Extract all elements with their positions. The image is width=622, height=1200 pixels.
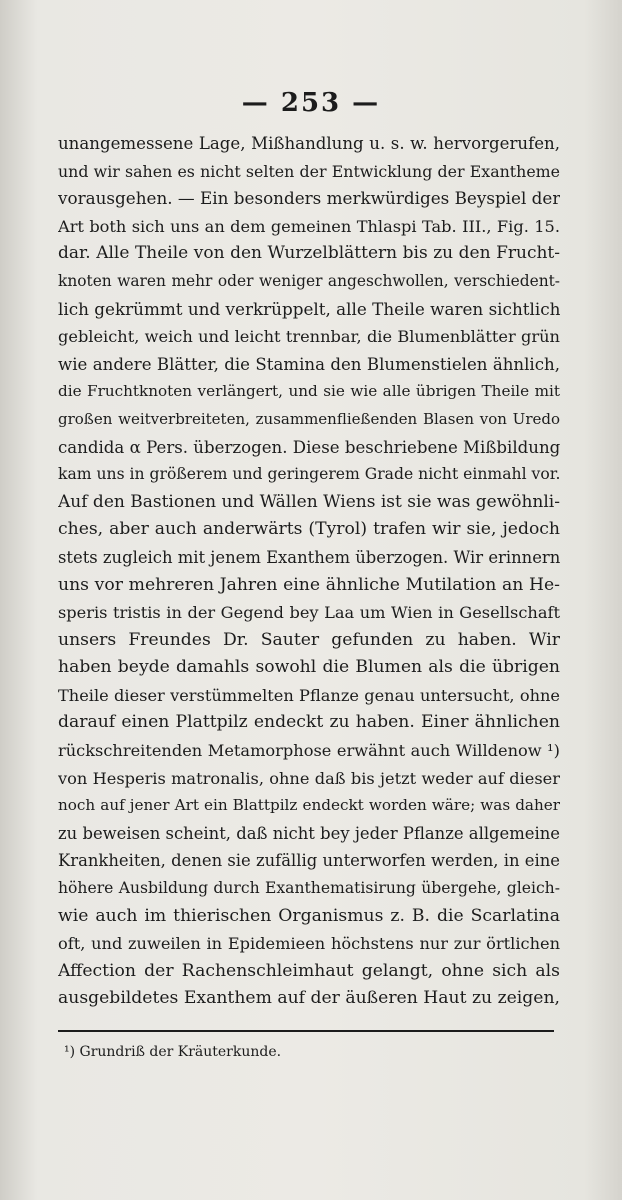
text-line: vorausgehen. — Ein besonders merkwürdiges Beyspiel der [58, 188, 560, 209]
text-line: höhere Ausbildung durch Exanthematisirung übergehe, gleich- [58, 879, 560, 898]
text-line: wie auch im thierischen Organismus z. B. die Scarlatina [58, 905, 560, 926]
footnote-rule [58, 1030, 554, 1032]
text-line: haben beyde damahls sowohl die Blumen als die übrigen [58, 657, 560, 678]
text-line: großen weitverbreiteten, zusammenfließenden Blasen von Uredo [58, 409, 560, 428]
page-number: — 253 — [241, 88, 381, 118]
text-line: gebleicht, weich und leicht trennbar, die Blumenblätter grün [58, 327, 560, 347]
text-line: Theile dieser verstümmelten Pflanze genau untersucht, ohne [58, 685, 560, 705]
text-line: Affection der Rachenschleimhaut gelangt, ohne sich als [58, 960, 560, 981]
text-line: Auf den Bastionen und Wällen Wiens ist sie was gewöhnli- [58, 491, 560, 512]
text-line: darauf einen Plattpilz endeckt zu haben. Einer ähnlichen [58, 712, 560, 733]
text-line: candida α Pers. überzogen. Diese beschriebene Mißbildung [58, 437, 560, 457]
text-line: von Hesperis matronalis, ohne daß bis jetzt weder auf dieser [58, 768, 560, 788]
text-line: ches, aber auch anderwärts (Tyrol) trafen wir sie, jedoch [58, 519, 560, 540]
text-line: rückschreitenden Metamorphose erwähnt auch Willdenow ¹) [58, 741, 560, 761]
text-line: Art both sich uns an dem gemeinen Thlaspi Tab. III., Fig. 15. [58, 216, 560, 236]
text-line: zu beweisen scheint, daß nicht bey jeder Pflanze allgemeine [58, 823, 560, 843]
body-text [58, 130, 560, 1013]
text-line: kam uns in größerem und geringerem Grade nicht einmahl vor. [58, 465, 560, 484]
footnote: ¹) Grundriß der Kräuterkunde. [64, 1044, 282, 1060]
text-line: Krankheiten, denen sie zufällig unterworfen werden, in eine [58, 851, 560, 871]
text-line: wie andere Blätter, die Stamina den Blumenstielen ähnlich, [58, 354, 560, 374]
text-line: unsers Freundes Dr. Sauter gefunden zu haben. Wir [58, 629, 560, 650]
text-line: oft, und zuweilen in Epidemieen höchstens nur zur örtlichen [58, 934, 560, 954]
text-line: die Fruchtknoten verlängert, und sie wie alle übrigen Theile mit [58, 382, 560, 401]
text-line: und wir sahen es nicht selten der Entwicklung der Exantheme [58, 161, 560, 181]
text-line: ausgebildetes Exanthem auf der äußeren Haut zu zeigen, [58, 988, 560, 1009]
text-line: lich gekrümmt und verkrüppelt, alle Theile waren sichtlich [58, 298, 560, 319]
text-line: stets zugleich mit jenem Exanthem überzogen. Wir erinnern [58, 547, 560, 567]
text-line: uns vor mehreren Jahren eine ähnliche Mutilation an He- [58, 574, 560, 595]
text-line: dar. Alle Theile von den Wurzelblättern bis zu den Frucht- [58, 243, 560, 264]
text-line: noch auf jener Art ein Blattpilz endeckt worden wäre; was daher [58, 796, 560, 815]
text-line: unangemessene Lage, Mißhandlung u. s. w. hervorgerufen, [58, 134, 560, 153]
text-line: knoten waren mehr oder weniger angeschwollen, verschiedent- [58, 271, 560, 290]
text-line: speris tristis in der Gegend bey Laa um Wien in Gesellschaft [58, 603, 560, 623]
